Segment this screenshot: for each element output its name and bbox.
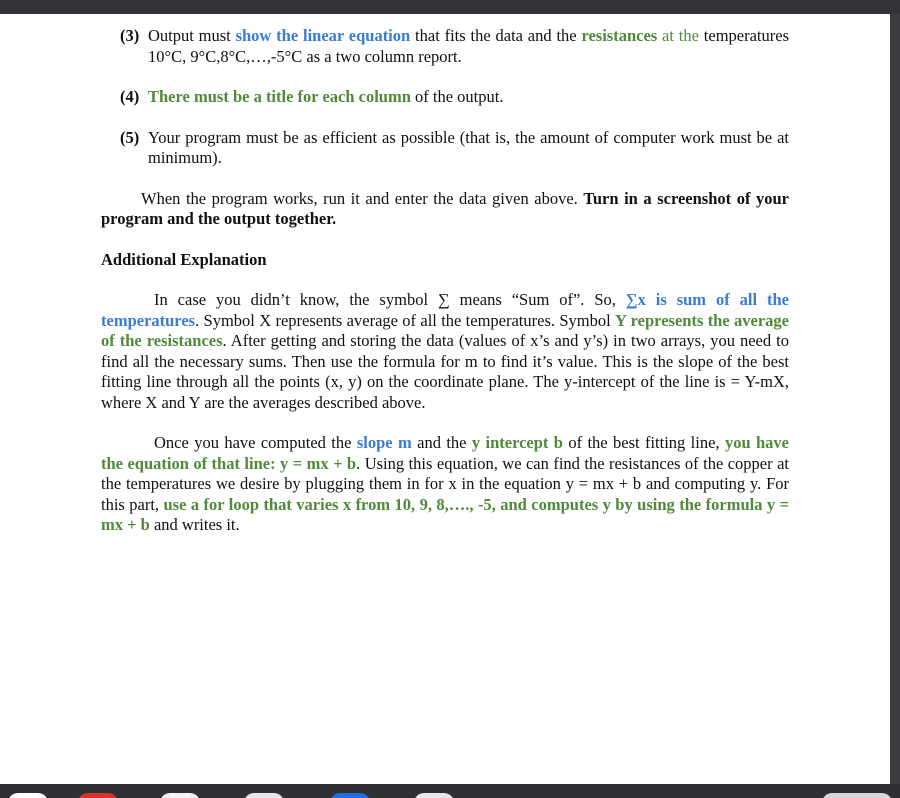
requirement-4: (4) There must be a title for each column of the output. [120,87,504,106]
dock-app-icon[interactable] [160,793,200,798]
explanation-paragraph-2: Once you have computed the slope m and the y intercept b of the best fitting line, you have the equation of that line: y = mx + b. Using this equation, we can find the resistances of the copper at the temperatures we desire by plugging them in for x in the equation y = mx + b and computing y. For this part, use a for loop that varies x from 10, 9, 8,…., -5, and computes y by using the formula y = mx + b and writes it. [101,433,789,534]
requirement-3: (3) Output must show the linear equation that fits the data and the resistances at the temperatures 10°C, 9°C,8°C,…,-5°C as a two column report. [120,26,789,66]
item-number: (4) [120,87,140,106]
submission-instructions: When the program works, run it and enter the data given above. Turn in a screenshot of your program and the output together. [101,188,789,228]
dock-app-icon[interactable] [8,793,48,798]
explanation-paragraph-1: In case you didn’t know, the symbol ∑ means “Sum of”. So, ∑x is sum of all the temperatures. Symbol X represents average of all the temperatures. Symbol Y represents the average of the resistances. After getting and storing the data (values of x’s and y’s) in two arrays, you need to find all the necessary sums. Then use the formula for m to find it’s value. This is the slope of the best fitting line through all the points (x, y) on the coordinate plane. The y-intercept of the line is = Y-mX, where X and Y are the averages described above. [101,290,789,412]
viewer-background [890,14,900,784]
taskbar [0,784,900,798]
top-toolbar [0,0,900,14]
item-number: (3) [120,26,140,45]
dock-app-icon[interactable] [78,793,118,798]
dock-app-icon[interactable] [414,793,454,798]
dock-app-icon[interactable] [330,793,370,798]
document-content [101,26,789,556]
item-number: (5) [120,127,140,147]
section-heading: Additional Explanation [101,249,267,269]
dock-app-icon[interactable] [822,793,892,798]
dock-app-icon[interactable] [244,793,284,798]
requirement-5: (5) Your program must be as efficient as possible (that is, the amount of computer work must be at minimum). [120,127,789,167]
